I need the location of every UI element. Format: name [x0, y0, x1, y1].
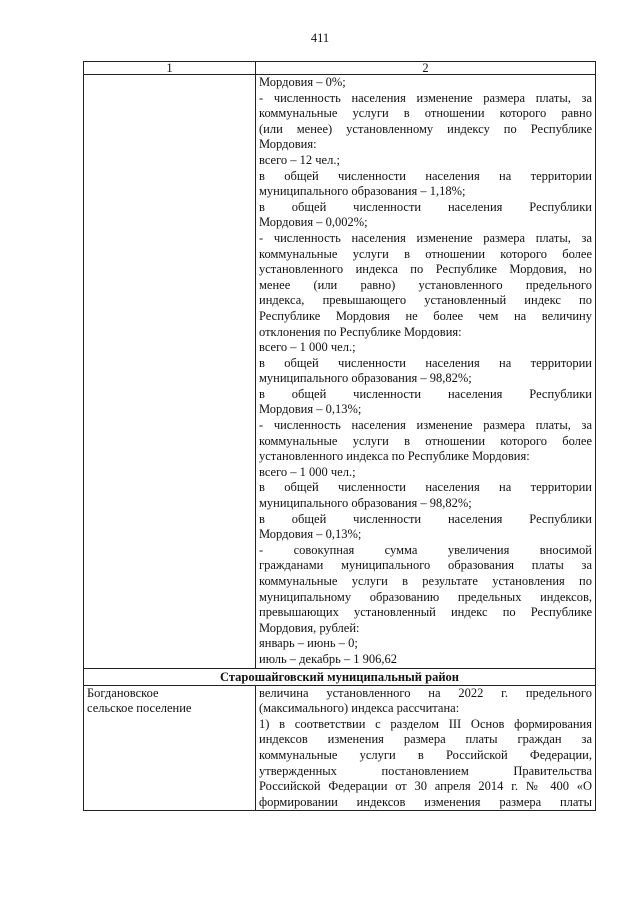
settlement-name-line: Богдановское [87, 685, 159, 700]
text-line: в общей численности населения Республики [259, 386, 592, 401]
text-line: в общей численности населения на территории [259, 355, 592, 370]
text-line: январь – июнь – 0; [259, 636, 358, 651]
text-line: установленного индекса по Республике Мордовия: [259, 449, 530, 464]
text-line: индексов изменения размера платы граждан за [259, 732, 592, 747]
text-line: Республике Мордовия не более чем на величину [259, 308, 592, 323]
text-line: установленного индекса по Республике Мордовия, но [259, 262, 592, 277]
text-line: коммунальные услуги в отношении которого более [259, 246, 592, 261]
text-line: 1) в соответствии с разделом III Основ формирования [259, 716, 592, 731]
text-line: муниципального образования – 1,18%; [259, 184, 466, 199]
settlement-name-line: сельское поселение [87, 701, 192, 716]
text-line: всего – 1 000 чел.; [259, 340, 356, 355]
text-line: в общей численности населения Республики [259, 199, 592, 214]
text-line: менее (или равно) установленного предельного [259, 277, 592, 292]
text-line: муниципального образования – 98,82%; [259, 496, 472, 511]
text-line: (или менее) установленному индексу по Республике [259, 121, 592, 136]
text-line: гражданами муниципального образования платы за [259, 558, 592, 573]
text-line: отклонения по Республике Мордовия: [259, 324, 462, 339]
text-line: всего – 12 чел.; [259, 152, 340, 167]
text-line: Мордовия – 0,002%; [259, 215, 368, 230]
text-line: - численность населения изменение размера платы, за [259, 230, 592, 245]
text-line: индекса, превышающего установленный индекс по [259, 293, 592, 308]
column-header-2: 2 [256, 62, 596, 75]
row2-col1-cell [84, 685, 256, 811]
text-line: - численность населения изменение размера платы, за [259, 418, 592, 433]
text-line: муниципального образования – 98,82%; [259, 371, 472, 386]
text-line: коммунальные услуги в Российской Федерации, [259, 747, 592, 762]
text-line: коммунальные услуги в отношении которого более [259, 433, 592, 448]
page-number: 411 [310, 31, 330, 45]
column-header-1: 1 [84, 62, 256, 75]
text-line: Мордовия – 0,13%; [259, 402, 362, 417]
text-line: муниципальному образованию предельных индексов, [259, 589, 592, 604]
text-line: коммунальные услуги в отношении которого равно [259, 106, 592, 121]
text-line: - совокупная сумма увеличения вносимой [259, 542, 592, 557]
district-header: Старошайговский муниципальный район [84, 668, 596, 685]
text-line: Мордовия – 0%; [259, 75, 346, 89]
table-header-row [84, 62, 596, 75]
text-line: Мордовия, рублей: [259, 620, 360, 635]
text-line: в общей численности населения Республики [259, 511, 592, 526]
text-line: июль – декабрь – 1 906,62 [259, 651, 398, 666]
text-line: (максимального) индекса рассчитана: [259, 701, 460, 716]
text-line: - численность населения изменение размера платы, за [259, 90, 592, 105]
district-header-row [84, 668, 596, 685]
text-line: Мордовия – 0,13%; [259, 527, 362, 542]
table-row [84, 75, 596, 669]
text-line: величина установленного на 2022 г. предельного [259, 685, 592, 700]
text-line: всего – 1 000 чел.; [259, 464, 356, 479]
text-line: Мордовия: [259, 137, 317, 152]
row1-col1-cell [84, 75, 256, 669]
document-table [83, 61, 596, 811]
row2-col2-cell [256, 685, 596, 811]
text-line: в общей численности населения на территории [259, 168, 592, 183]
text-line: превышающих установленный индекс по Республике [259, 605, 592, 620]
text-line: Российской Федерации от 30 апреля 2014 г. № 400 «О [259, 779, 592, 794]
row1-col2-cell [256, 75, 596, 669]
table-row [84, 685, 596, 811]
text-line: формировании индексов изменения размера платы [259, 794, 592, 809]
text-line: утвержденных постановлением Правительства [259, 763, 592, 778]
text-line: коммунальные услуги в результате установления по [259, 574, 592, 588]
text-line: в общей численности населения на территории [259, 480, 592, 495]
